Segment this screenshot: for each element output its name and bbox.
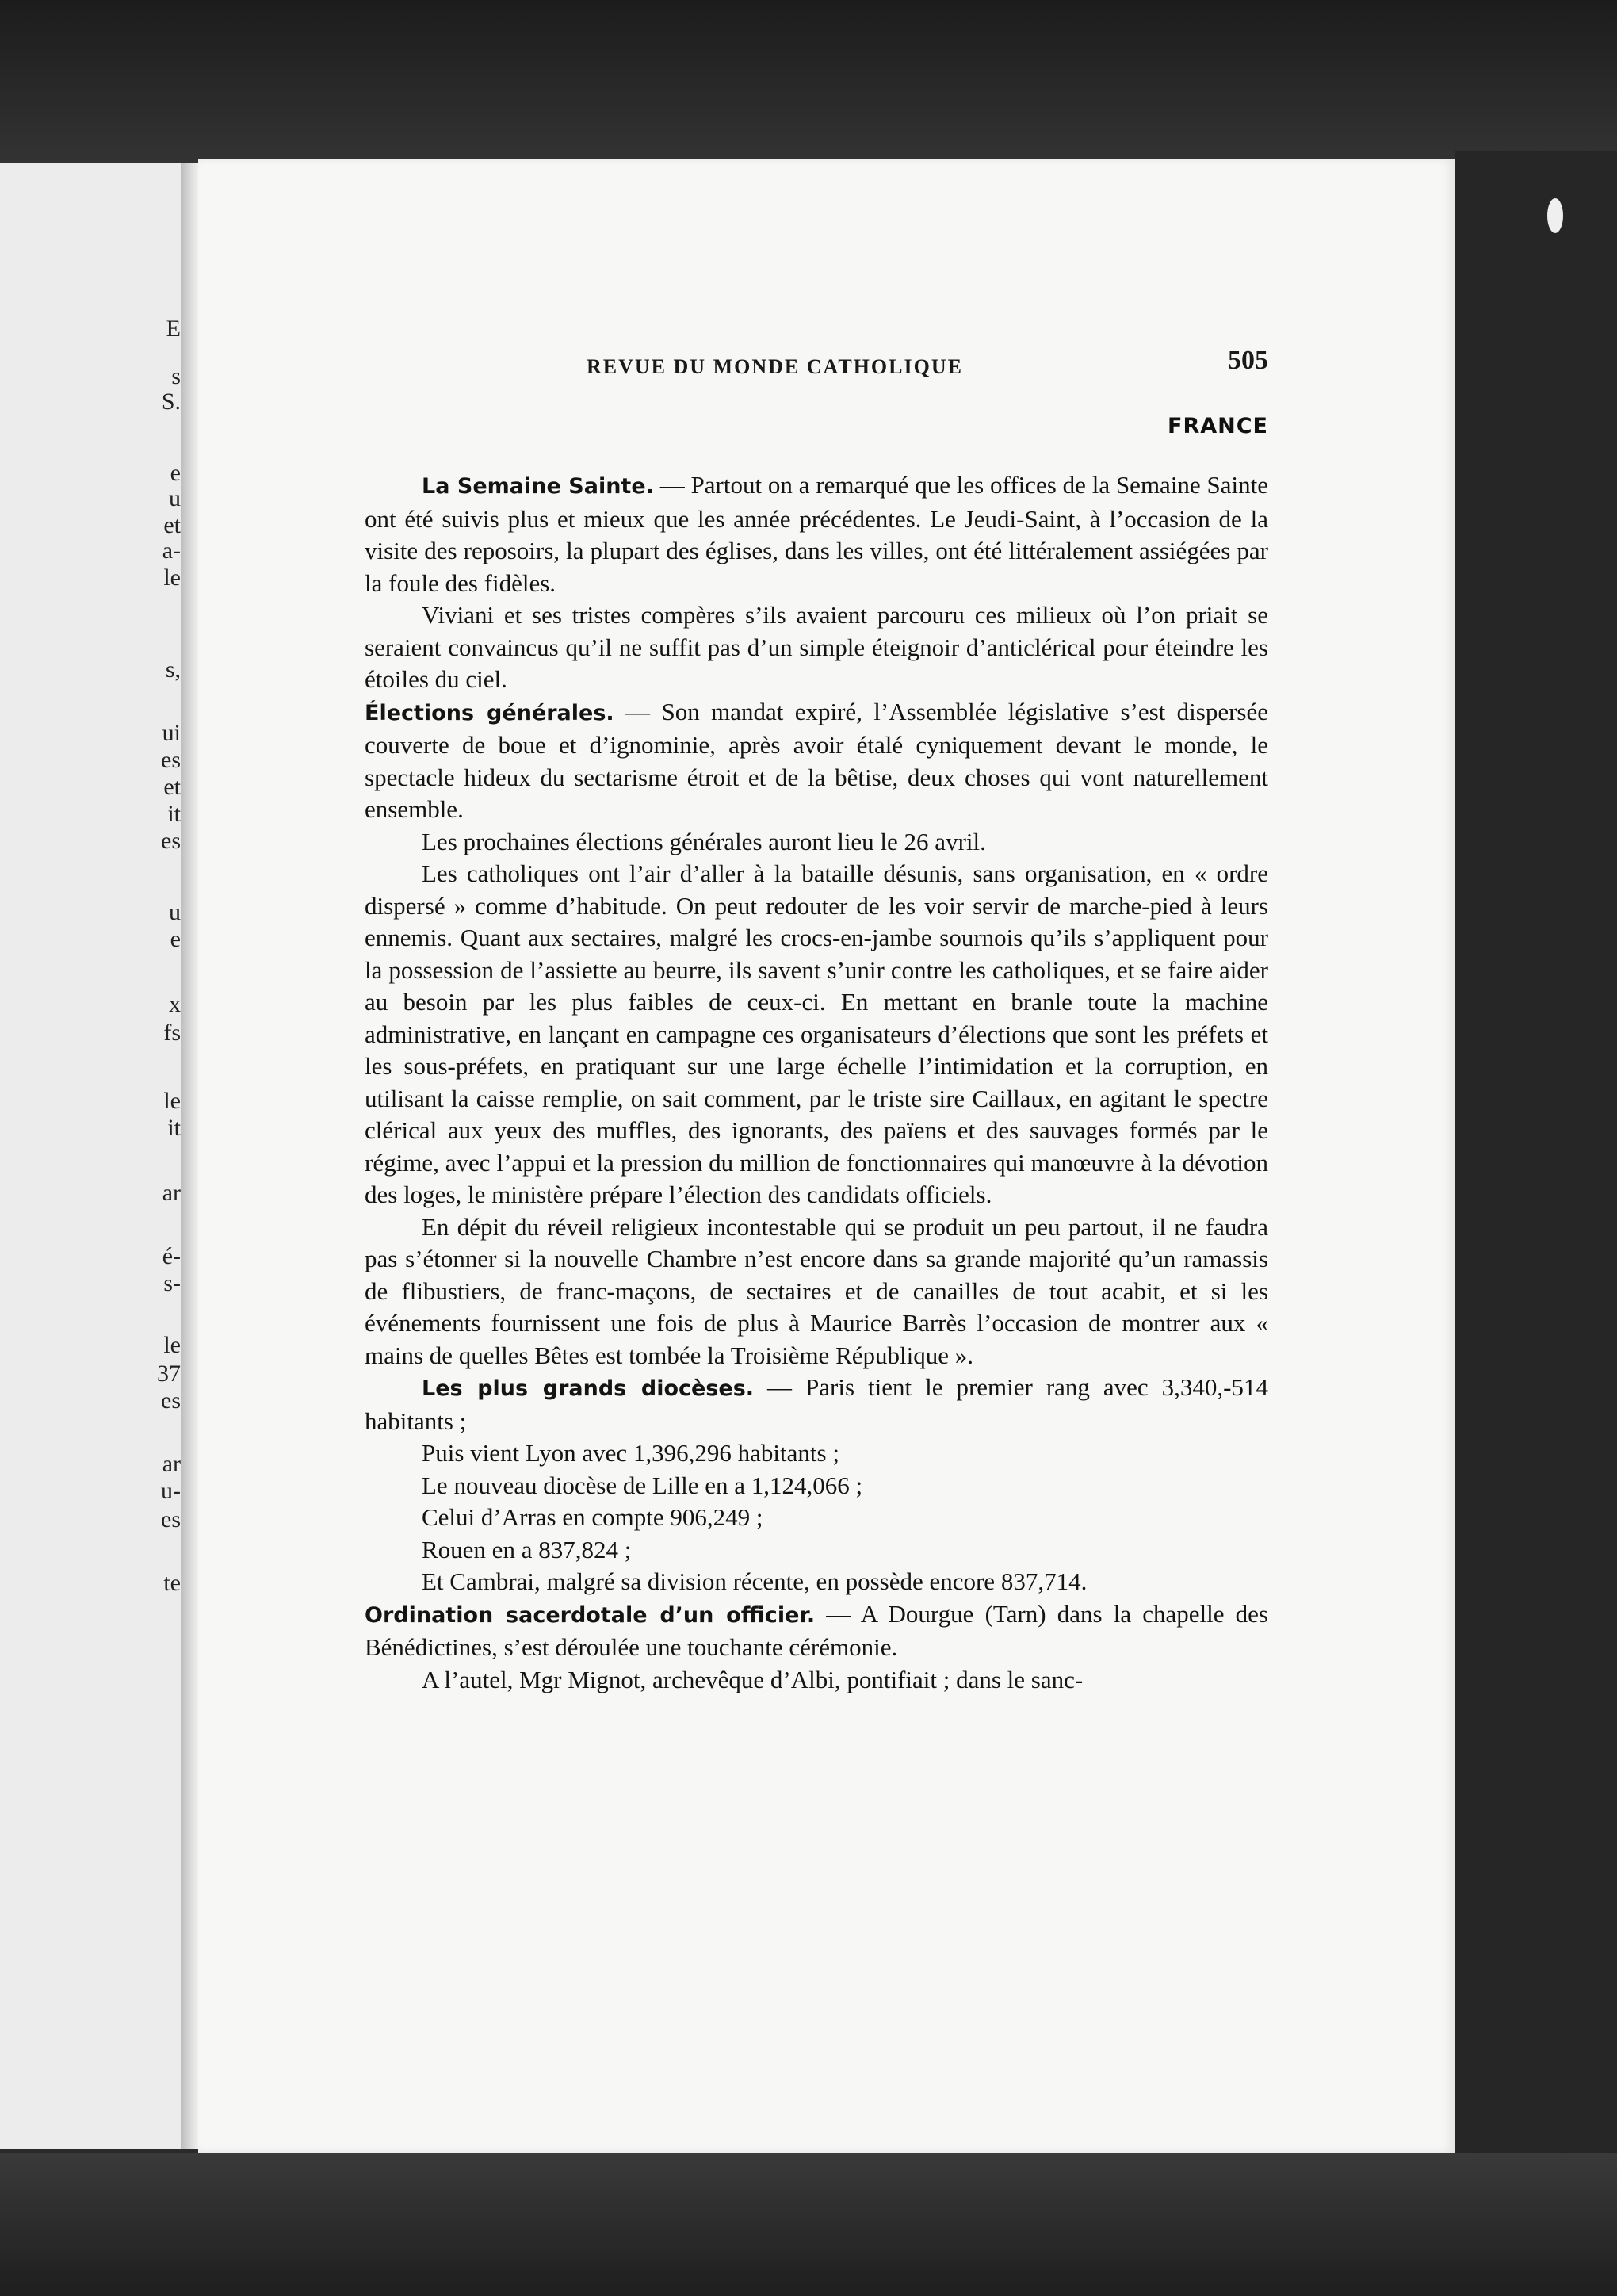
book-gutter (181, 163, 198, 2149)
left-page-fragment: et (163, 512, 181, 538)
left-page-fragment: le (163, 1088, 181, 1114)
left-page-fragment: u- (161, 1478, 181, 1504)
paragraph-text: — Son mandat expiré, l’Assemblée législative s’est dispersée couverte de boue et d’ignominie, après avoir étalé cyniquement devant le monde, le spectacle hideux du sectarisme étroit et de la bêtise, deux choses qui vont naturellement ensemble. (365, 697, 1268, 823)
paragraph: A l’autel, Mgr Mignot, archevêque d’Albi, pontifiait ; dans le sanc- (422, 1665, 1084, 1693)
running-title: REVUE DU MONDE CATHOLIQUE (587, 355, 963, 378)
left-page-fragment: s, (165, 656, 181, 683)
scan-border-top (0, 0, 1617, 163)
paragraph-heading: Ordination sacerdotale d’un officier. (365, 1602, 816, 1628)
left-page-fragment: 37 (157, 1360, 181, 1387)
left-page-fragment: es (161, 1506, 181, 1533)
left-page-fragment: te (163, 1570, 181, 1596)
page-header (587, 346, 1268, 385)
paragraph-text: Les prochaines élections générales auront lieu le 26 avril. (422, 827, 986, 855)
diocese-list-item: Rouen en a 837,824 ; (422, 1535, 632, 1563)
diocese-list-item: Et Cambrai, malgré sa division récente, en possède encore 837,714. (422, 1567, 1088, 1595)
left-page-fragment: ar (162, 1451, 181, 1477)
diocese-list-item: Puis vient Lyon avec 1,396,296 habitants ; (422, 1439, 839, 1467)
left-page-fragment: S. (161, 388, 181, 415)
paragraph (365, 599, 1268, 696)
paragraph (365, 1598, 1268, 1664)
paragraph (365, 1372, 1268, 1437)
scan-border-right (1455, 151, 1617, 2164)
left-page-fragment: a- (162, 538, 181, 564)
paragraph (365, 826, 1268, 859)
left-page-fragment: u (169, 485, 181, 511)
left-page-fragment: e (170, 460, 181, 486)
left-page-fragment: le (163, 564, 181, 591)
page-number: 505 (1228, 346, 1268, 375)
paragraph-text: — Paris tient le premier rang avec 3,340,-514 habitants ; (365, 1373, 1268, 1435)
left-page-fragment: it (167, 1115, 181, 1141)
scan-artifact (1547, 198, 1563, 233)
paragraph-heading: Élections générales. (365, 700, 614, 725)
left-page-fragment: E (166, 316, 181, 342)
article-body (365, 469, 1268, 1696)
paragraph (365, 858, 1268, 1211)
left-page-fragment: le (163, 1332, 181, 1358)
section-heading: FRANCE (1168, 414, 1268, 438)
left-page-fragment: es (161, 747, 181, 773)
left-page-fragment: it (167, 801, 181, 827)
paragraph-text: En dépit du réveil religieux incontestable qui se produit un peu partout, il ne faudra pas s’étonner si la nouvelle Chambre n’est encore dans sa grande majorité qu’un ramassis de flibustiers, de franc-maçons, de sectaires et de canailles de tout acabit, et si les événements fournissent une fois de plus à Maurice Barrès l’occasion de montrer aux « mains de quelles Bêtes est tombée la Troisième République ». (365, 1212, 1268, 1369)
left-page-fragment: es (161, 1387, 181, 1414)
left-page-fragment: ar (162, 1180, 181, 1206)
scan-border-bottom (0, 2152, 1617, 2296)
paragraph-text: Les catholiques ont l’air d’aller à la bataille désunis, sans organisation, en « ordre dispersé » comme d’habitude. On peut redouter de les voir servir de marche-pied à leurs ennemis. Quant aux sectaires, malgré les crocs-en-jambe sournois qu’ils s’appliquent pour la possession de l’assiette au beurre, ils savent s’unir contre les catholiques, et se faire aider au besoin par les plus faibles de ceux-ci. En mettant en branle toute la machine administrative, en lançant en campagne ces organisateurs d’élections que sont les préfets et les sous-préfets, en pratiquant sur une large échelle l’intimidation et la corruption, en utilisant la caisse remplie, on sait comment, par le triste sire Caillaux, en agitant le spectre clérical aux yeux des muffles, des ignorants, des païens et des sauvages formés par le régime, avec l’appui et la pression du million de fonctionnaires qui manœuvre à la dévotion des loges, le ministère prépare l’élection des candidats officiels. (365, 859, 1268, 1208)
left-page-fragment: u (169, 899, 181, 925)
paragraph (365, 696, 1268, 826)
left-page-fragment: es (161, 828, 181, 854)
left-page-fragment: x (169, 991, 181, 1017)
paragraph-text: — Partout on a remarqué que les offices de la Semaine Sainte ont été suivis plus et mieux que les année précédentes. Le Jeudi-Saint, à l’occasion de la visite des reposoirs, la plupart des églises, dans les villes, ont été littéralement assiégées par la foule des fidèles. (365, 471, 1268, 597)
left-page-fragment: s (171, 363, 181, 389)
left-page-fragment: et (163, 774, 181, 800)
paragraph (365, 469, 1268, 599)
paragraph-heading: La Semaine Sainte. (422, 474, 654, 499)
paragraph-heading: Les plus grands diocèses. (422, 1376, 755, 1401)
left-page-edge (0, 163, 182, 2149)
diocese-list-item: Le nouveau diocèse de Lille en a 1,124,066 ; (422, 1471, 863, 1499)
left-page-fragment: fs (163, 1020, 181, 1046)
paragraph-text: — A Dourgue (Tarn) dans la chapelle des Bénédictines, s’est déroulée une touchante cérémonie. (365, 1599, 1268, 1661)
left-page-fragment: e (170, 926, 181, 952)
paragraph (365, 1211, 1268, 1372)
left-page-fragment: s- (163, 1270, 181, 1296)
left-page-fragment: ui (162, 720, 181, 746)
left-page-fragment: é- (162, 1243, 181, 1269)
paragraph-text: Viviani et ses tristes compères s’ils avaient parcouru ces milieux où l’on priait se seraient convaincus qu’il ne suffit pas d’un simple éteignoir d’anticlérical pour éteindre les étoiles du ciel. (365, 601, 1268, 693)
diocese-list-item: Celui d’Arras en compte 906,249 ; (422, 1503, 763, 1531)
